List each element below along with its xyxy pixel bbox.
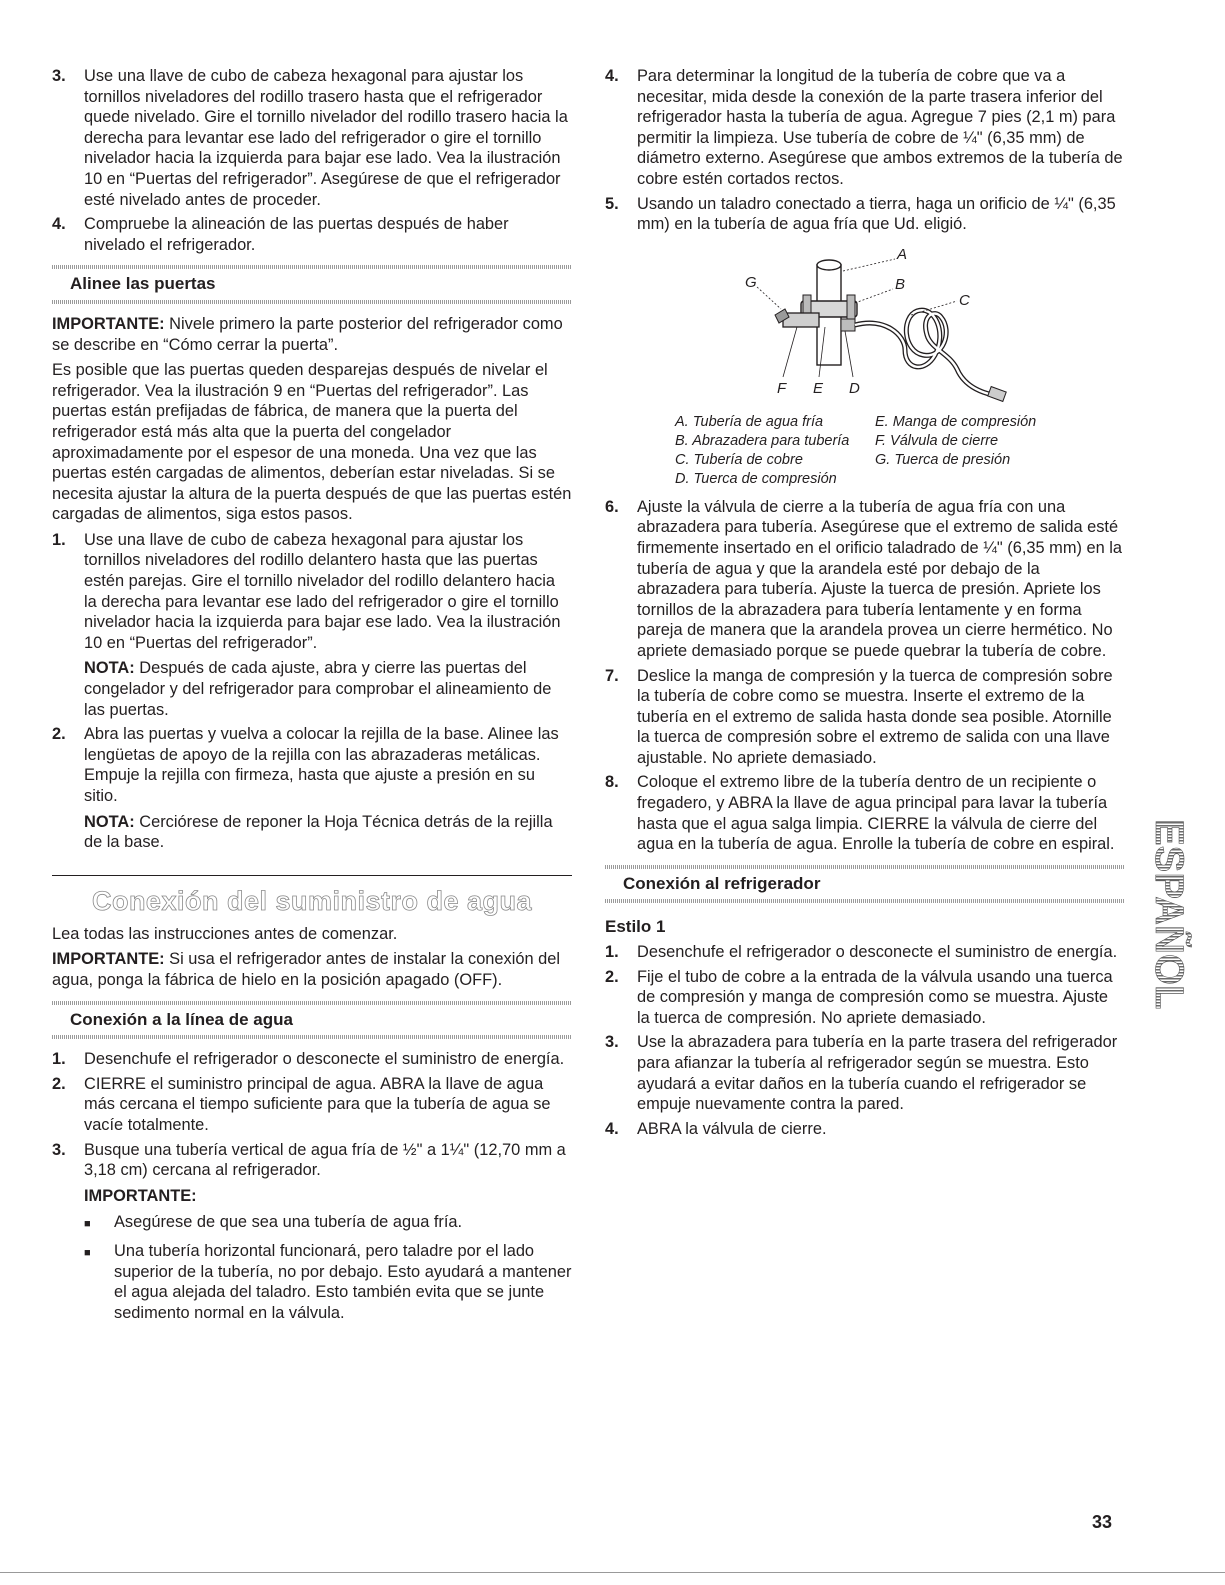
note-paragraph	[84, 658, 572, 720]
left-column	[52, 66, 572, 1327]
important-label: IMPORTANTE:	[52, 314, 165, 333]
leader-line-f	[783, 327, 797, 377]
legend-item: D. Tuerca de compresión	[675, 470, 837, 487]
hatch-divider	[52, 1001, 572, 1005]
item-number: 6.	[605, 497, 619, 516]
legend-item: C. Tubería de cobre	[675, 451, 803, 468]
figure-legend	[675, 413, 1115, 489]
hatch-divider	[52, 300, 572, 304]
subheading-title: Conexión al refrigerador	[623, 873, 821, 893]
bottom-rule	[0, 1572, 1225, 1573]
item-text: Ajuste la válvula de cierre a la tubería de agua fría con una abrazadera para tubería. Asegúrese que el extremo de salida esté firmemente insertado en el orificio taladrado de ¼" (6,35 mm) en la tubería de agua y que la arandela esté por debajo de la abrazadera para tubería. Ajuste la tuerca de presión. Apriete los tornillos de la abrazadera para tubería lentamente y en forma pareja de manera que la arandela provea un cierre hermético. No apriete demasiado porque se puede quebrar la tubería de cobre.	[637, 497, 1123, 660]
valve-illustration	[605, 245, 1125, 485]
body-paragraph: Es posible que las puertas queden desparejas después de nivelar el refrigerador. Vea la ilustración 9 en “Puertas del refrigerador”. Las puertas están prefijadas de fábrica, de manera que la puerta del refrigerador está más alta que la puerta del congelador aproximadamente por el espesor de una moneda. Una vez que las puertas estén cargadas de alimentos, deberían estar niveladas. Si se necesita ajustar la altura de la puerta después de que las puertas estén cargadas de alimentos, siga estos pasos.	[52, 361, 572, 524]
item-text: Coloque el extremo libre de la tubería dentro de un recipiente o fregadero, y ABRA la llave de agua principal para lavar la tubería hasta que el agua salga limpia. CIERRE la válvula de cierre del agua en la tubería de agua. Enrolle la tubería de cobre en espiral.	[637, 773, 1115, 854]
item-number: 3.	[52, 1140, 66, 1159]
list-item	[605, 1032, 1125, 1114]
item-number: 2.	[605, 967, 619, 986]
important-label: IMPORTANTE:	[84, 1186, 197, 1205]
important-label: IMPORTANTE:	[52, 950, 165, 969]
item-text: ABRA la válvula de cierre.	[637, 1119, 827, 1138]
hatch-divider	[605, 899, 1125, 903]
valve-diagram	[605, 245, 1125, 410]
list-item	[605, 497, 1125, 662]
item-text: Desenchufe el refrigerador o desconecte el suministro de energía.	[637, 943, 1118, 962]
item-text: Abra las puertas y vuelva a colocar la rejilla de la base. Alinee las lengüetas de apoyo de la rejilla con las abrazaderas metálicas. Empuje la rejilla con firmeza, hasta que ajuste a presión en su sitio.	[84, 725, 559, 805]
item-text: Use una llave de cubo de cabeza hexagonal para ajustar los tornillos niveladores del rodillo trasero hasta que el refrigerador quede nivelado. Gire el tornillo nivelador del rodillo trasero hacia la derecha para levantar ese lado del refrigerador o gire el tornillo nivelador hacia la izquierda para bajar ese lado. Vea la ilustración 10 en “Puertas del refrigerador”. Asegúrese de que el refrigerador esté nivelado antes de proceder.	[84, 67, 568, 209]
list-item	[605, 194, 1125, 235]
style-heading: Estilo 1	[605, 917, 666, 937]
leader-line-b	[855, 289, 893, 303]
item-number: 5.	[605, 194, 619, 213]
important-paragraph	[52, 314, 572, 355]
list-item	[605, 66, 1125, 190]
item-text: Fije el tubo de cobre a la entrada de la válvula usando una tuerca de compresión y manga de compresión como se muestra. Ajuste la tuerca de compresión. No apriete demasiado.	[637, 967, 1113, 1027]
callout-g: G	[745, 273, 757, 291]
right-column	[605, 66, 1125, 1143]
item-text: Desenchufe el refrigerador o desconecte el suministro de energía.	[84, 1050, 565, 1069]
hatch-divider	[605, 865, 1125, 869]
section-title: Conexión del suministro de agua	[91, 885, 533, 916]
item-number: 3.	[52, 67, 66, 85]
note-label: NOTA:	[84, 812, 135, 831]
bullet-item	[84, 1241, 572, 1323]
item-text: Use una llave de cubo de cabeza hexagonal para ajustar los tornillos niveladores del rodillo delantero hasta que las puertas estén parejas. Gire el tornillo nivelador del rodillo delantero hacia la derecha para levantar ese lado del refrigerador o gire el tornillo nivelador hacia la izquierda para bajar ese lado. Vea la ilustración 10 en “Puertas del refrigerador”.	[84, 530, 561, 652]
item-number: 8.	[605, 773, 619, 792]
section-divider	[52, 875, 572, 876]
list-item	[52, 530, 572, 720]
legend-item	[875, 470, 1115, 489]
item-text: Busque una tubería vertical de agua fría de ½" a 1¼" (12,70 mm a 3,18 cm) cercana al refrigerador.	[84, 1140, 566, 1180]
bullet-text: Asegúrese de que sea una tubería de agua fría.	[114, 1213, 463, 1232]
note-text: Después de cada ajuste, abra y cierre las puertas del congelador y del refrigerador para comprobar el alineamiento de las puertas.	[84, 659, 552, 719]
compression-nut-shape	[841, 319, 855, 331]
item-text: CIERRE el suministro principal de agua. ABRA la llave de agua más cercana el tiempo suficiente para que la tubería de agua se vacíe totalmente.	[84, 1074, 551, 1134]
important-label-line	[84, 1186, 572, 1207]
subheading-title: Conexión a la línea de agua	[70, 1009, 293, 1029]
item-number: 3.	[605, 1033, 619, 1052]
list-item	[605, 942, 1125, 963]
item-text: Deslice la manga de compresión y la tuerca de compresión sobre la tubería de cobre como se muestra. Inserte el extremo de la tubería en el extremo de salida hasta donde sea posible. Atornille la tuerca de compresión sobre el extremo de salida con una llave ajustable. No apriete demasiado.	[637, 666, 1113, 767]
item-number: 7.	[605, 666, 619, 685]
callout-f: F	[777, 379, 787, 397]
bullet-text: Una tubería horizontal funcionará, pero taladre por el lado superior de la tubería, no por debajo. Esto ayudará a mantener el agua alejada del taladro. Esto también evita que se junte sedimento normal en la válvula.	[114, 1241, 572, 1322]
bullet-item	[84, 1212, 572, 1235]
item-text: Use la abrazadera para tubería en la parte trasera del refrigerador para afianzar la tubería al refrigerador según se muestra. Esto ayudará a evitar daños en la tubería cuando el refrigerador se empuje nuevamente contra la pared.	[637, 1033, 1118, 1114]
list-item	[52, 724, 572, 853]
list-item	[52, 214, 572, 255]
side-label-text: ESPAÑOL	[1147, 819, 1191, 1010]
important-text: Nivele primero la parte posterior del refrigerador como se describe en “Cómo cerrar la puerta”.	[52, 314, 563, 354]
subheading-linea	[52, 1001, 572, 1040]
legend-item: F. Válvula de cierre	[875, 432, 999, 449]
list-item	[605, 666, 1125, 769]
list-item	[52, 66, 572, 210]
tubing-end-nut-shape	[988, 386, 1006, 401]
hatch-divider	[52, 1035, 572, 1039]
item-number: 2.	[52, 1074, 66, 1093]
legend-item: B. Abrazadera para tubería	[675, 432, 850, 449]
list-item	[605, 1119, 1125, 1140]
note-label: NOTA:	[84, 659, 135, 678]
body-paragraph: Lea todas las instrucciones antes de comenzar.	[52, 924, 398, 943]
callout-d: D	[849, 379, 860, 397]
pipe-top-shape	[817, 260, 841, 270]
note-text: Cerciórese de reponer la Hoja Técnica detrás de la rejilla de la base.	[84, 812, 553, 852]
list-item	[605, 967, 1125, 1029]
item-text: Usando un taladro conectado a tierra, haga un orificio de ¼" (6,35 mm) en la tubería de agua fría que Ud. eligió.	[637, 194, 1116, 234]
item-number: 2.	[52, 725, 66, 744]
subheading-refrigerador	[605, 865, 1125, 904]
subheading-alinee	[52, 265, 572, 304]
bullet-list	[84, 1212, 572, 1323]
callout-c: C	[959, 291, 970, 309]
hatch-divider	[52, 265, 572, 269]
legend-item: E. Manga de compresión	[875, 413, 1037, 430]
page-number: 33	[1092, 1512, 1113, 1532]
legend-item: G. Tuerca de presión	[875, 451, 1011, 468]
callout-b: B	[895, 275, 906, 293]
legend-item: A. Tubería de agua fría	[675, 413, 824, 430]
subheading-title: Alinee las puertas	[70, 274, 216, 294]
item-text: Para determinar la longitud de la tubería de cobre que va a necesitar, mida desde la conexión de la parte trasera inferior del refrigerador hasta la tubería de agua. Agregue 7 pies (2,1 m) para permitir la limpieza. Use tubería de cobre de ¼" (6,35 mm) de diámetro externo. Asegúrese que ambos extremos de la tubería de cobre estén cortados rectos.	[637, 67, 1123, 188]
item-number: 4.	[605, 67, 619, 85]
list-item	[52, 1049, 572, 1070]
list-item	[605, 772, 1125, 854]
callout-e: E	[813, 379, 824, 397]
list-item	[52, 1140, 572, 1324]
item-number: 4.	[52, 215, 66, 234]
item-text: Compruebe la alineación de las puertas después de haber nivelado el refrigerador.	[84, 215, 509, 254]
leader-line-g	[757, 287, 781, 309]
item-number: 1.	[605, 943, 619, 962]
leader-line-d	[845, 331, 853, 377]
bullet-square-icon: ■	[84, 1246, 91, 1259]
language-side-label	[1138, 815, 1200, 1055]
leader-line-a	[843, 259, 895, 271]
item-number: 1.	[52, 530, 66, 549]
bullet-square-icon: ■	[84, 1218, 91, 1231]
item-number: 1.	[52, 1050, 66, 1069]
callout-a: A	[897, 245, 908, 263]
note-paragraph	[84, 812, 572, 853]
important-paragraph	[52, 949, 572, 990]
important-text: Si usa el refrigerador antes de instalar la conexión del agua, ponga la fábrica de hielo en la posición apagado (OFF).	[52, 950, 561, 989]
list-item	[52, 1074, 572, 1136]
item-number: 4.	[605, 1119, 619, 1138]
